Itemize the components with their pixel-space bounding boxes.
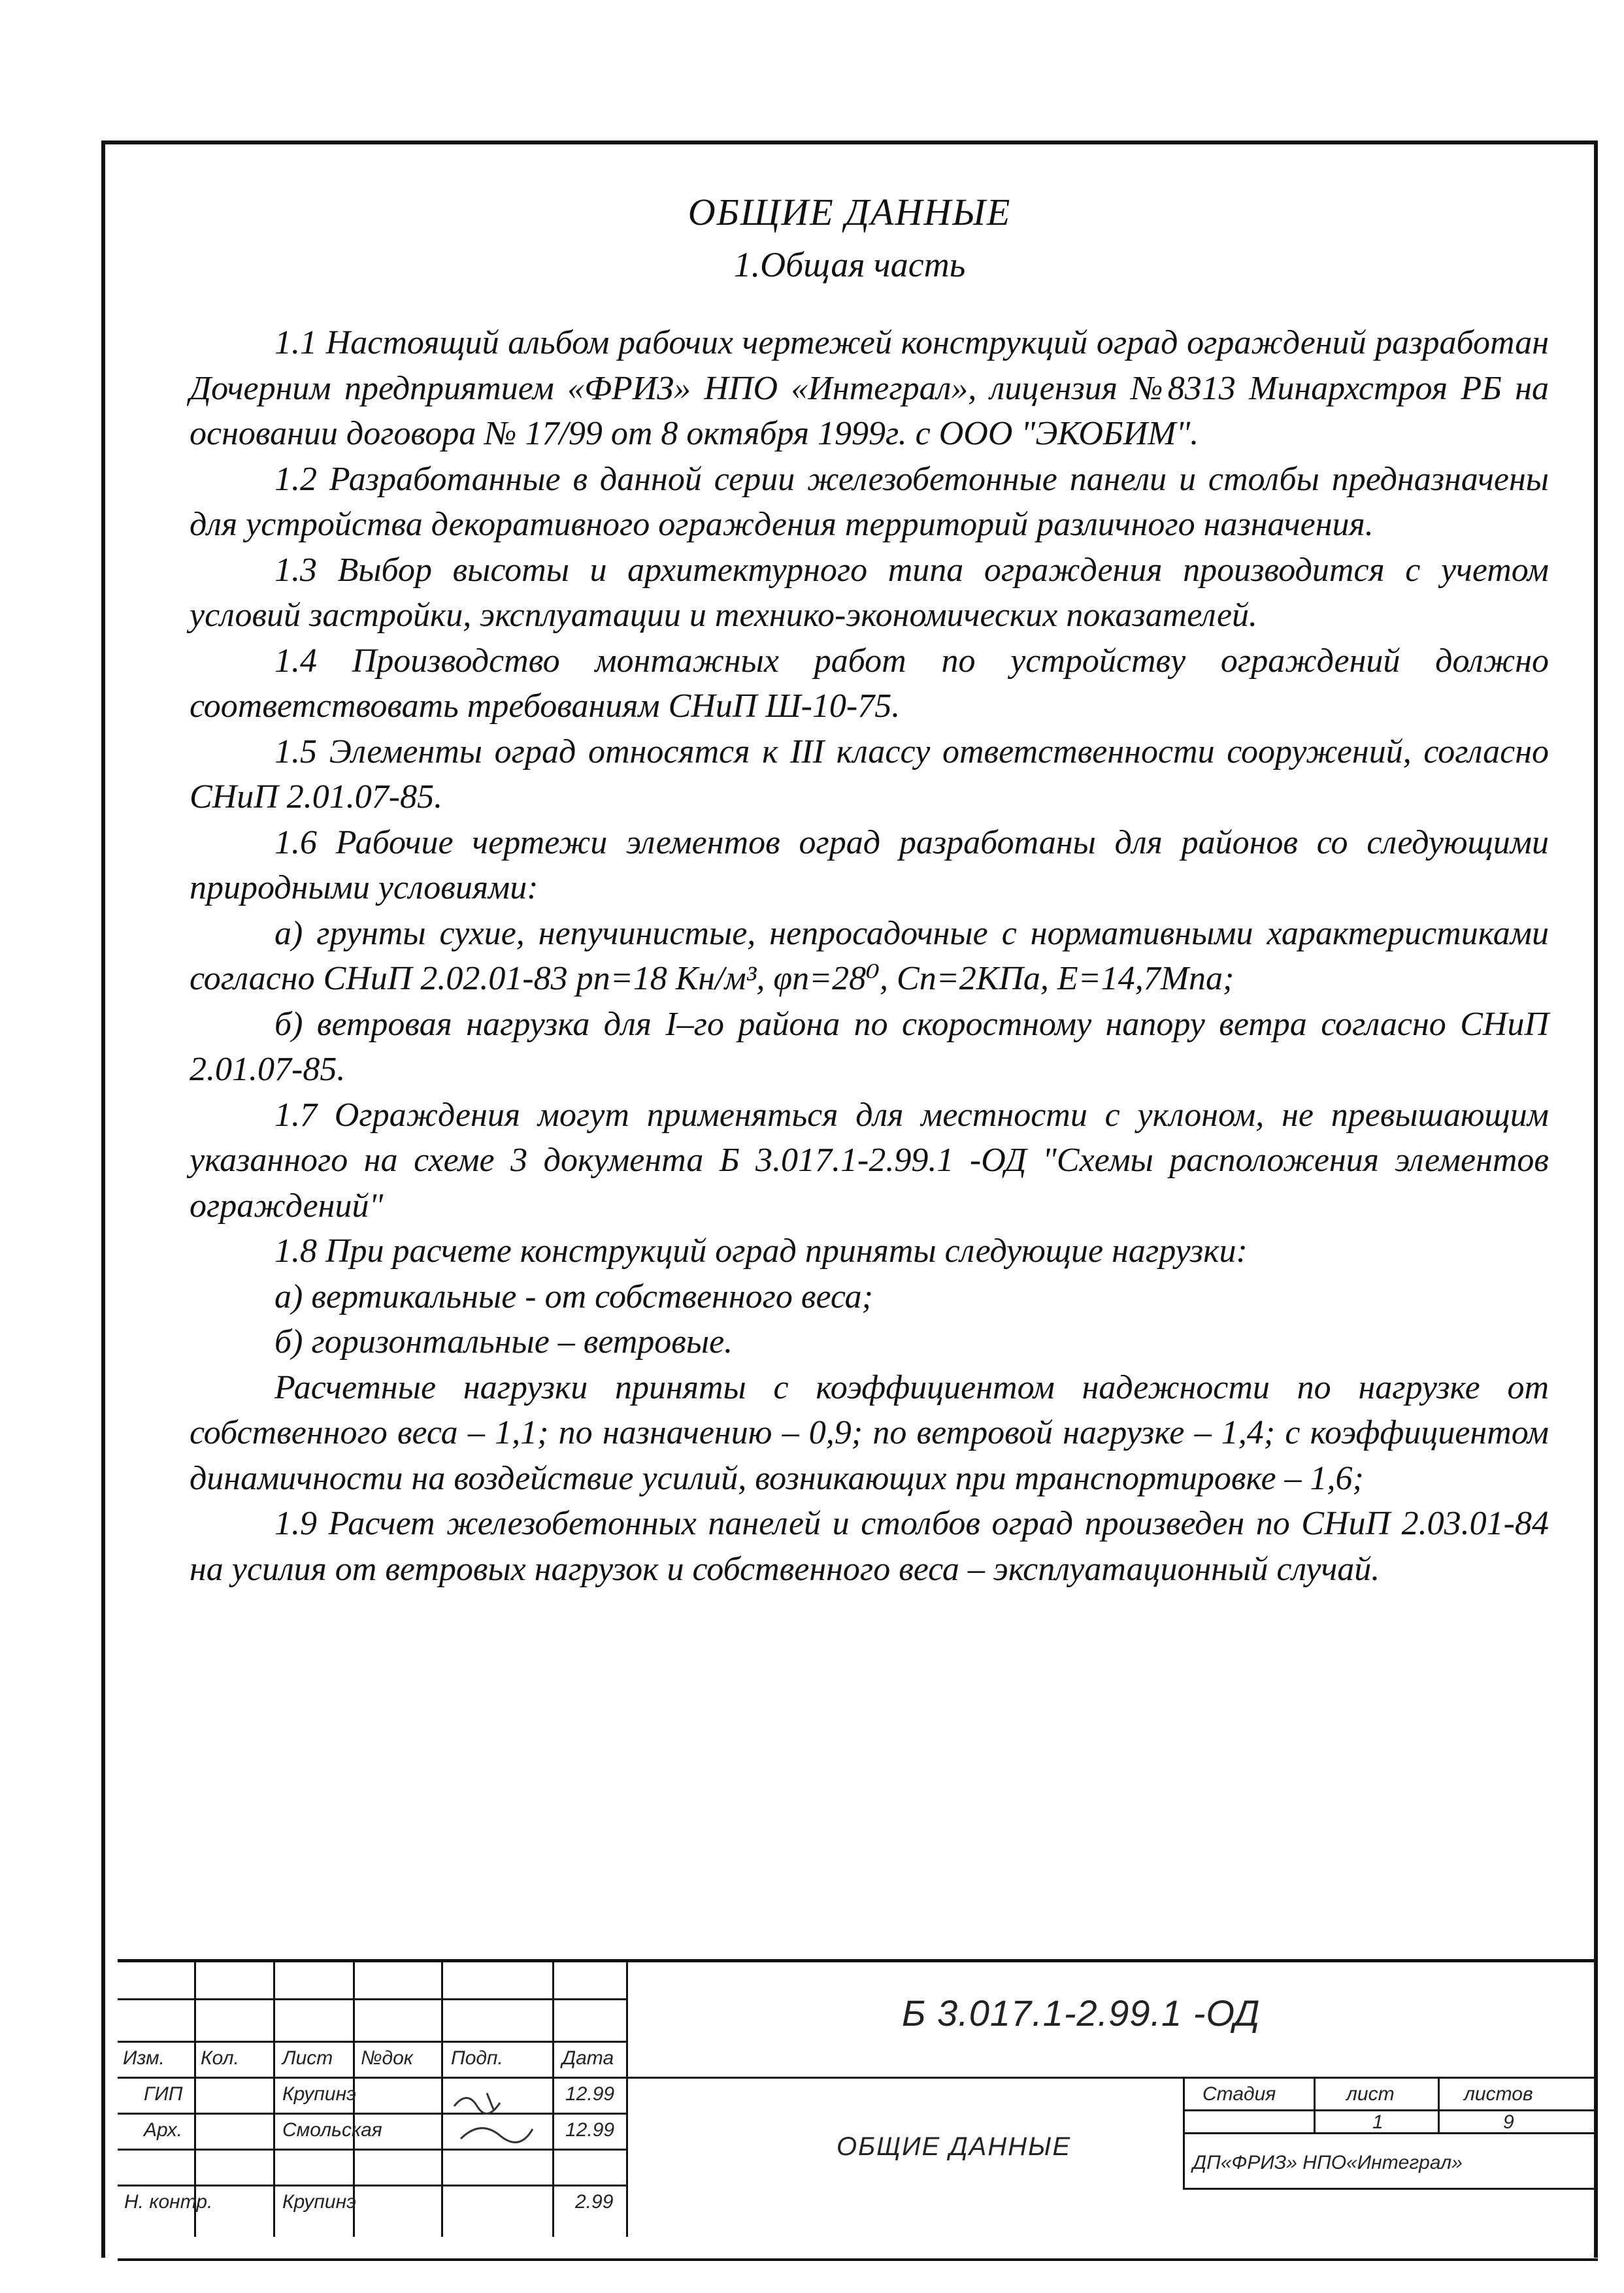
- row-date: 12.99: [565, 2083, 615, 2105]
- row-date: 2.99: [575, 2191, 614, 2213]
- col-header-data: Дата: [562, 2047, 614, 2069]
- paragraph: б) горизонтальные – ветровые.: [274, 1323, 733, 1361]
- section-title: 1.Общая часть: [733, 245, 966, 284]
- row-role: Арх.: [144, 2119, 183, 2141]
- sheet-label: лист: [1346, 2083, 1395, 2105]
- paragraph: 1.7 Ограждения могут применяться для местности с уклоном, не превышающим указанного на схеме 3 документа Б 3.017.1-2.99.1 -ОД "Схемы расположения элементов ограждений": [190, 1096, 1549, 1225]
- sheets-label: листов: [1464, 2083, 1533, 2105]
- row-date: 12.99: [565, 2119, 615, 2141]
- stage-label: Стадия: [1202, 2083, 1276, 2105]
- sheet-value: 1: [1372, 2111, 1384, 2133]
- document-code: Б 3.017.1-2.99.1 -ОД: [902, 1992, 1261, 2034]
- paragraph: 1.2 Разработанные в данной серии железобетонные панели и столбы предназначены для устройства декоративного ограждения территорий различного назначения.: [190, 460, 1549, 543]
- document-title: ОБЩИЕ ДАННЫЕ: [688, 191, 1012, 233]
- paragraph: 1.1 Настоящий альбом рабочих чертежей конструкций оград ограждений разработан Дочерним предприятием «ФРИЗ» НПО «Интеграл», лицензия №8313 Минархстроя РБ на основании договора № 17/99 от 8 октября 1999г. с ООО "ЭКОБИМ".: [190, 324, 1549, 452]
- row-role: ГИП: [144, 2083, 183, 2105]
- paragraph: 1.5 Элементы оград относятся к III классу ответственности сооружений, согласно СНиП 2.01.07-85.: [190, 733, 1549, 816]
- document-header: [101, 186, 1598, 291]
- sheets-value: 9: [1503, 2111, 1514, 2133]
- paragraph: 1.3 Выбор высоты и архитектурного типа ограждения производится с учетом условий застройки, эксплуатации и технико-экономических показателей.: [190, 551, 1549, 634]
- paragraph: 1.4 Производство монтажных работ по устройству ограждений должно соответствовать требованиям СНиП Ш-10-75.: [190, 642, 1549, 725]
- row-name: Смольская: [282, 2119, 382, 2141]
- paragraph: б) ветровая нагрузка для I–го района по скоростному напору ветра согласно СНиП 2.01.07-85.: [190, 1005, 1549, 1088]
- paragraph: 1.8 При расчете конструкций оград приняты следующие нагрузки:: [274, 1232, 1248, 1270]
- paragraph: а) вертикальные - от собственного веса;: [274, 1278, 873, 1315]
- row-role: Н. контр.: [124, 2191, 213, 2213]
- col-header-podp: Подп.: [451, 2047, 503, 2069]
- paragraph: а) грунты сухие, непучинистые, непросадочные с нормативными характеристиками согласно СНиП 2.02.01-83 pn=18 Кн/м³, φn=28⁰, Cn=2КПа, E=14,7Мпа;: [190, 914, 1549, 997]
- row-name: Крупинэ: [282, 2191, 356, 2213]
- col-header-ndok: №док: [361, 2047, 413, 2069]
- organization: ДП«ФРИЗ» НПО«Интеграл»: [1193, 2152, 1463, 2173]
- col-header-izm: Изм.: [123, 2047, 165, 2069]
- document-body: [190, 320, 1549, 1592]
- bottom-border: [118, 2258, 1598, 2261]
- paragraph: 1.9 Расчет железобетонных панелей и столбов оград произведен по СНиП 2.03.01-84 на усилия от ветровых нагрузок и собственного веса – эксплуатационный случай.: [190, 1505, 1549, 1588]
- title-block: [118, 1959, 1598, 2234]
- sheet-name: ОБЩИЕ ДАННЫЕ: [837, 2132, 1072, 2161]
- paragraph: Расчетные нагрузки приняты с коэффициентом надежности по нагрузке от собственного веса – 1,1; по назначению – 0,9; по ветровой нагрузке – 1,4; с коэффициентом динамичности на воздействие усилий, возникающих при транспортировке – 1,6;: [190, 1368, 1549, 1497]
- paragraph: 1.6 Рабочие чертежи элементов оград разработаны для районов со следующими природными условиями:: [190, 823, 1549, 906]
- signature-icon: [448, 2080, 546, 2152]
- col-header-kol: Кол.: [201, 2047, 239, 2069]
- col-header-list: Лист: [282, 2047, 333, 2069]
- row-name: Крупинэ: [282, 2083, 356, 2105]
